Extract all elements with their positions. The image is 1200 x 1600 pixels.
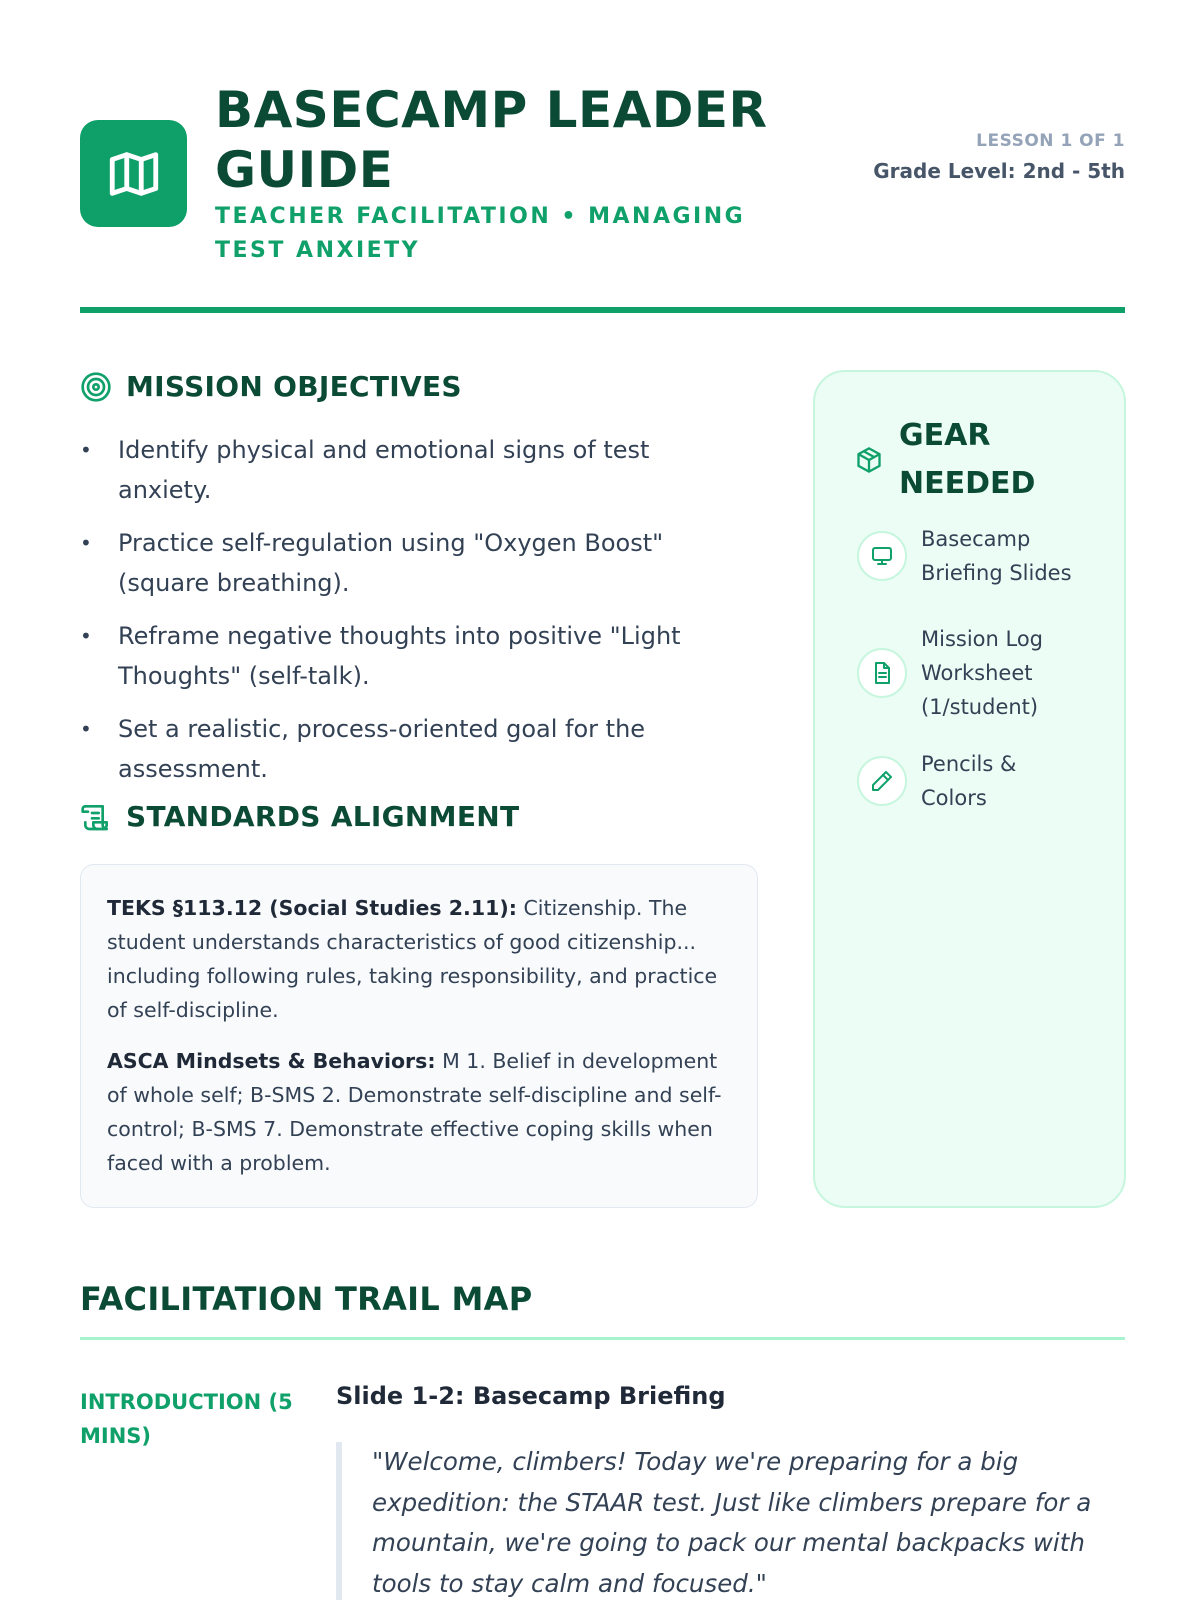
lesson-label: LESSON 1 OF 1 [976, 131, 1125, 151]
objective-text: Practice self-regulation using "Oxygen Boost" (square breathing). [118, 529, 664, 597]
list-item [80, 616, 750, 696]
standard-entry [107, 891, 731, 1027]
standard-text: Citizenship. The student understands characteristics of good citizenship... including following rules, taking responsibility, and practice of self-discipline. [107, 896, 718, 1022]
standards-heading-text: STANDARDS ALIGNMENT [126, 800, 520, 833]
list-item [80, 430, 750, 510]
map-icon [105, 145, 163, 203]
gear-card [813, 370, 1126, 1208]
map-logo [80, 120, 187, 227]
bullet-icon: • [80, 717, 92, 741]
document-icon [870, 661, 894, 685]
scroll-icon [80, 801, 112, 833]
bullet-icon: • [80, 531, 92, 555]
bullet-icon: • [80, 624, 92, 648]
gear-item-icon [857, 531, 907, 581]
script-quote: "Welcome, climbers! Today we're preparing for a big expedition: the STAAR test. Just like climbers prepare for a mountain, we're going to pack our mental backpacks with tools to stay calm and focused." [336, 1442, 1136, 1600]
standard-entry [107, 1044, 731, 1180]
objective-text: Reframe negative thoughts into positive "Light Thoughts" (self-talk). [118, 622, 681, 690]
gear-heading [855, 412, 1059, 508]
page-title: BASECAMP LEADER GUIDE [215, 81, 768, 199]
objectives-heading [80, 370, 462, 403]
trail-map-heading: FACILITATION TRAIL MAP [80, 1280, 533, 1318]
header-divider [80, 307, 1125, 313]
gear-item-label: Basecamp Briefing Slides [921, 527, 1072, 585]
standard-label: ASCA Mindsets & Behaviors: [107, 1049, 436, 1073]
pencil-icon [870, 769, 894, 793]
monitor-icon [870, 544, 894, 568]
standard-text: M 1. Belief in development of whole self; B-SMS 2. Demonstrate self-discipline and self-control; B-SMS 7. Demonstrate effective coping skills when faced with a problem. [107, 1049, 722, 1175]
grade-level: Grade Level: 2nd - 5th [873, 159, 1125, 183]
slide-title: Slide 1-2: Basecamp Briefing [336, 1382, 726, 1410]
gear-item-label: Pencils & Colors [921, 752, 1017, 810]
standards-card [80, 864, 758, 1208]
gear-item-icon [857, 756, 907, 806]
page-subtitle: TEACHER FACILITATION • MANAGING TEST ANXIETY [215, 204, 746, 263]
bullet-icon: • [80, 438, 92, 462]
objective-text: Set a realistic, process-oriented goal for the assessment. [118, 715, 646, 783]
gear-heading-text: GEAR NEEDED [899, 418, 1036, 501]
trail-map-divider [80, 1337, 1125, 1340]
standards-heading [80, 800, 519, 833]
objectives-list [80, 430, 750, 802]
box-icon [855, 446, 883, 474]
target-icon [80, 371, 112, 403]
gear-item [857, 522, 1081, 590]
gear-item-label: Mission Log Worksheet (1/student) [921, 627, 1044, 719]
list-item [80, 523, 750, 603]
objectives-heading-text: MISSION OBJECTIVES [126, 370, 462, 403]
lesson-meta [865, 127, 1125, 188]
gear-item [857, 622, 1081, 724]
phase-label: INTRODUCTION (5 MINS) [80, 1390, 293, 1448]
list-item [80, 709, 750, 789]
standard-label: TEKS §113.12 (Social Studies 2.11): [107, 896, 517, 920]
gear-item-icon [857, 648, 907, 698]
gear-item [857, 747, 1061, 815]
objective-text: Identify physical and emotional signs of test anxiety. [118, 436, 650, 504]
